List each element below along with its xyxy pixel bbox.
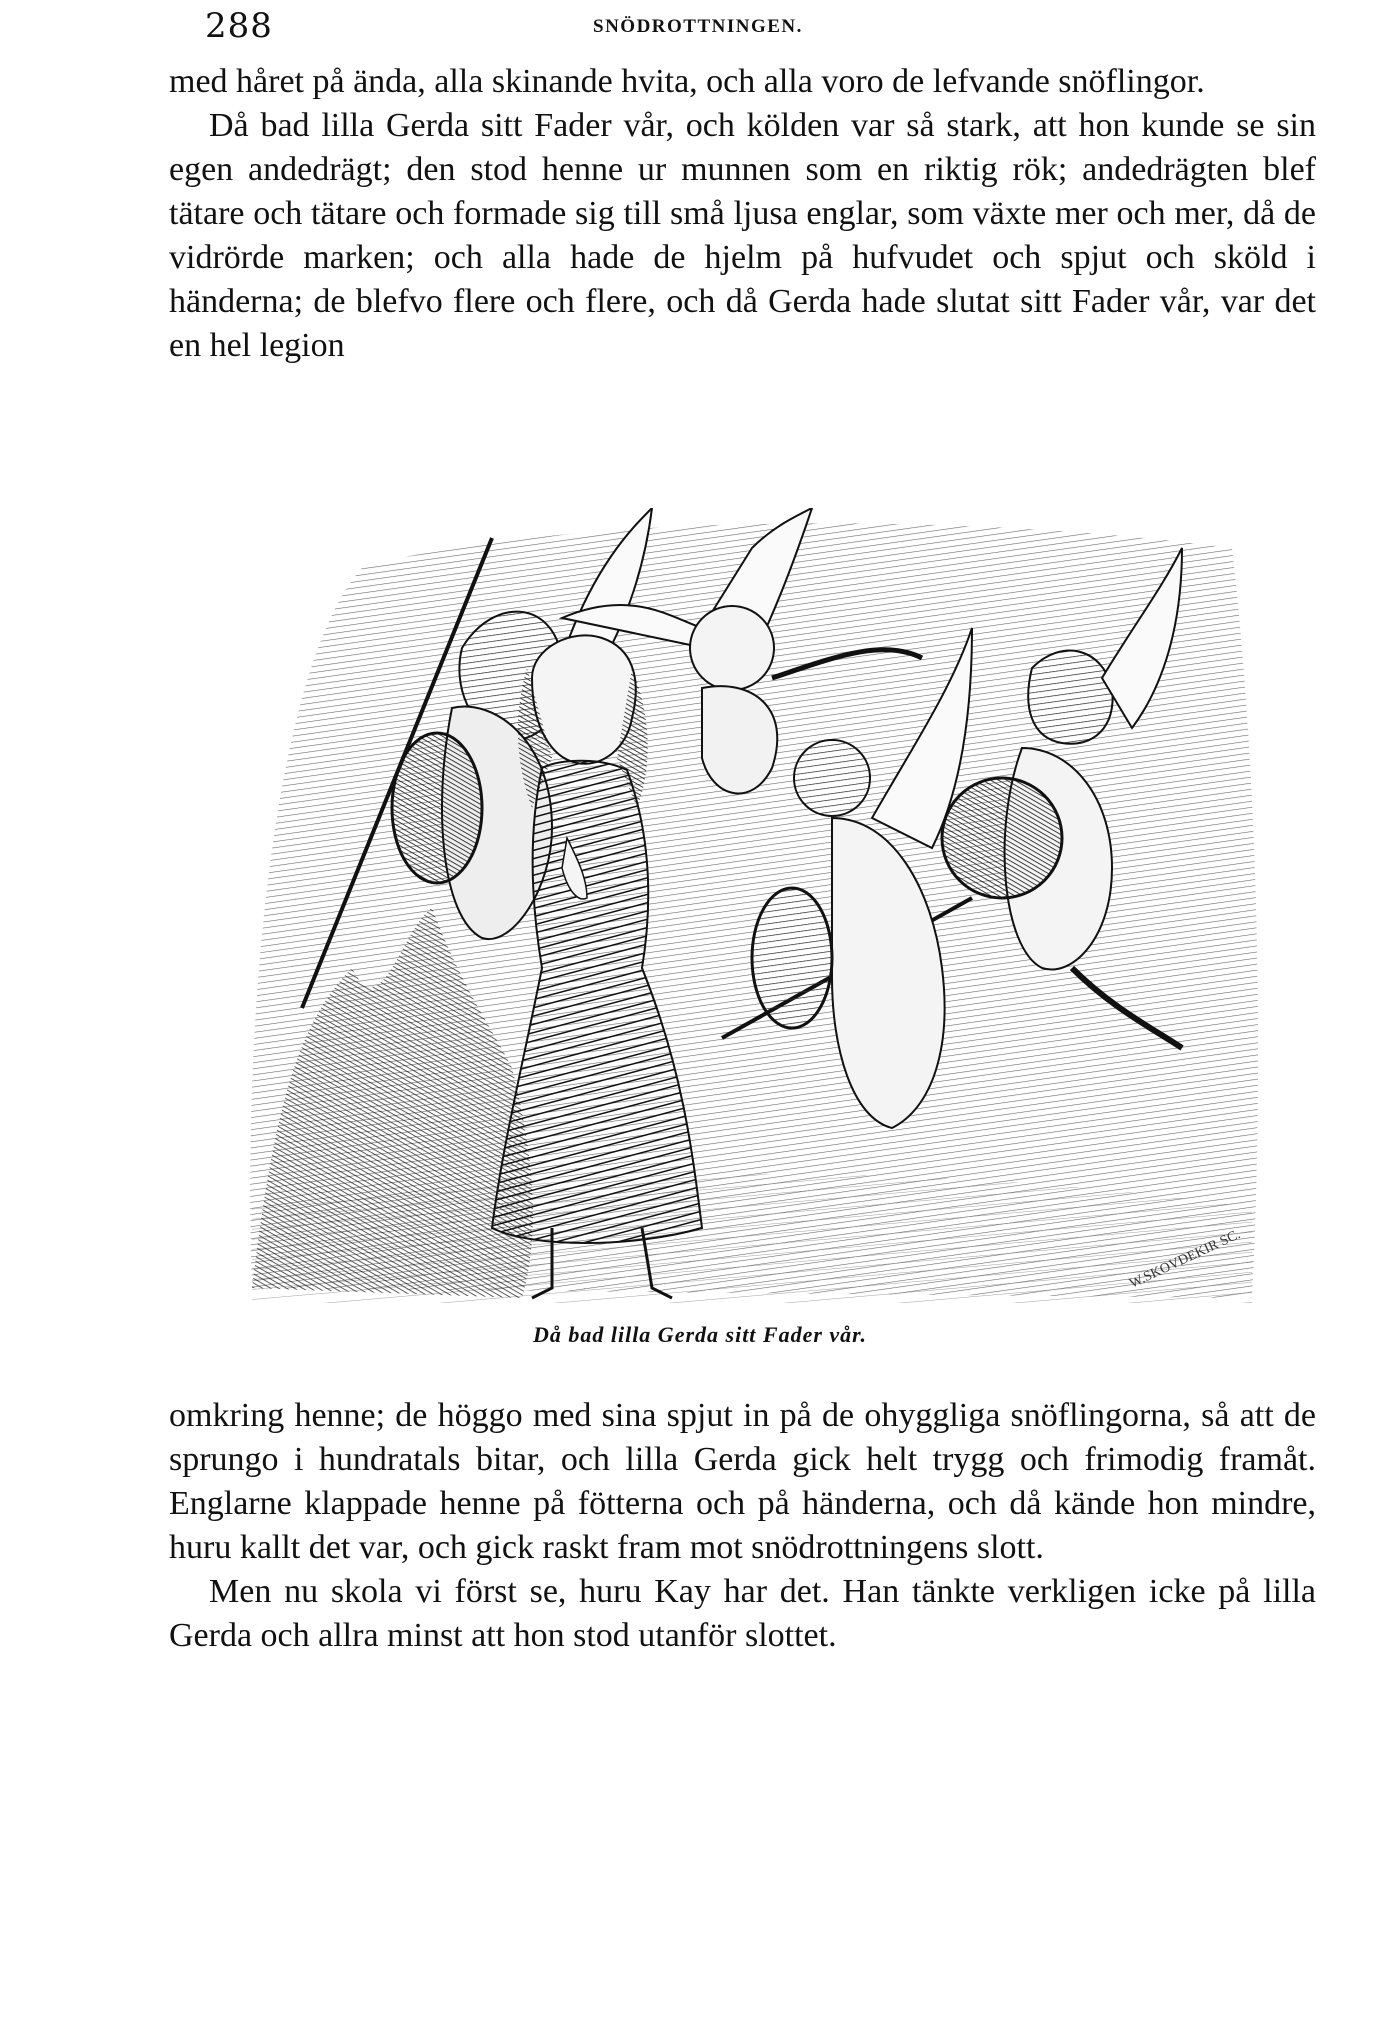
paragraph-angels: omkring henne; de höggo med sina spjut in på de ohyggliga snöflingorna, så att de sprungo i hundratals bitar, och lilla Gerda gick helt trygg och frimodig framåt. Englarne klappade henne på fötterna och på händerna, och då kände hon mindre, huru kallt det var, och gick raskt fram mot snödrottningens slott. <box>169 1397 1316 1566</box>
paragraph-kay: Men nu skola vi först se, huru Kay har det. Han tänkte verkligen icke på lilla Gerda och allra minst att hon stod utanför slottet. <box>169 1573 1316 1654</box>
engraver-signature: W.SKOVDEKIR SC. <box>1127 1227 1243 1292</box>
page-number: 288 <box>205 6 273 46</box>
paragraph-prayer: Då bad lilla Gerda sitt Fader vår, och kölden var så stark, att hon kunde se sin egen andedrägt; den stod henne ur munnen som en riktig rök; andedrägten blef tätare och tätare och formade sig till små ljusa englar, som växte mer och mer, då de vidrörde marken; och alla hade de hjelm på hufvudet och spjut och sköld i händerna; de blefvo flere och flere, och då Gerda hade slutat sitt Fader vår, var det en hel legion <box>169 107 1316 364</box>
engraving-illustration <box>232 508 1264 1310</box>
bottom-text-block <box>169 1394 1316 1658</box>
paragraph-continued: med håret på ända, alla skinande hvita, och alla voro de lefvande snöflingor. <box>169 63 1205 100</box>
top-text-block <box>169 60 1316 368</box>
illustration-caption: Då bad lilla Gerda sitt Fader vår. <box>532 1322 868 1347</box>
running-title: SNÖDROTTNINGEN. <box>593 16 803 37</box>
page-header <box>205 6 1305 46</box>
